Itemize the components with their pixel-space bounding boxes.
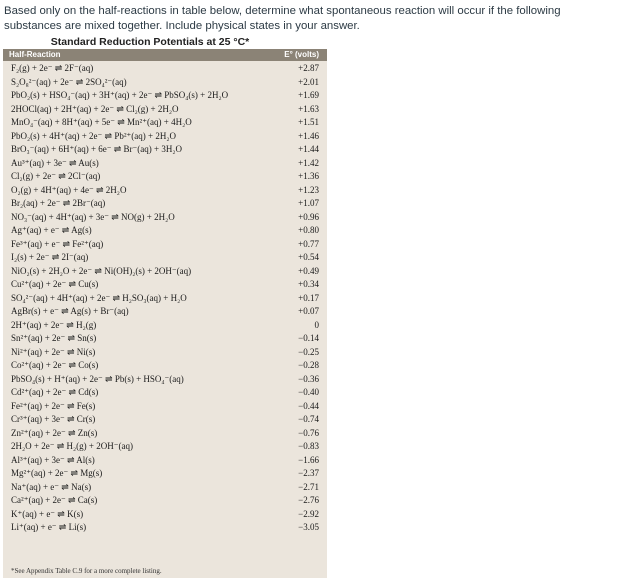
table-row (3, 62, 327, 76)
half-reaction-cell: Ca²⁺(aq) + 2e⁻ ⇌ Ca(s) (11, 495, 98, 505)
table-row (3, 427, 327, 441)
half-reaction-cell: O₂(g) + 4H⁺(aq) + 4e⁻ ⇌ 2H₂O (11, 184, 127, 195)
table-row (3, 278, 327, 292)
table-row (3, 508, 327, 522)
table-row (3, 103, 327, 117)
half-reaction-cell: NiO₂(s) + 2H₂O + 2e⁻ ⇌ Ni(OH)₂(s) + 2OH⁻(aq) (11, 265, 192, 276)
half-reaction-cell: PbO₂(s) + HSO₄⁻(aq) + 3H⁺(aq) + 2e⁻ ⇌ PbSO₄(s) + 2H₂O (11, 90, 229, 100)
half-reaction-cell: Cr³⁺(aq) + 3e⁻ ⇌ Cr(s) (11, 414, 96, 424)
half-reaction-cell: AgBr(s) + e⁻ ⇌ Ag(s) + Br⁻(aq) (11, 306, 129, 316)
table-row (3, 211, 327, 225)
half-reaction-cell: Ag⁺(aq) + e⁻ ⇌ Ag(s) (11, 225, 92, 235)
table-row (3, 130, 327, 144)
table-row (3, 332, 327, 346)
potential-cell: +0.49 (298, 265, 319, 276)
table-row (3, 454, 327, 468)
potential-cell: +1.23 (298, 184, 319, 195)
half-reaction-cell: Mg²⁺(aq) + 2e⁻ ⇌ Mg(s) (11, 468, 103, 478)
potential-cell: −1.66 (298, 454, 319, 465)
half-reaction-cell: I₂(s) + 2e⁻ ⇌ 2I⁻(aq) (11, 252, 89, 262)
header-potential: E° (volts) (284, 50, 319, 59)
potential-cell: +1.69 (298, 90, 319, 100)
potential-cell: −2.76 (298, 495, 319, 505)
potential-cell: +2.01 (298, 76, 319, 87)
half-reaction-cell: BrO₃⁻(aq) + 6H⁺(aq) + 6e⁻ ⇌ Br⁻(aq) + 3H₂O (11, 144, 183, 154)
potential-cell: +0.80 (298, 225, 319, 235)
question-text: Based only on the half-reactions in table below, determine what spontaneous reaction will occur if the following substances are mixed together. Include physical states in your answer. (4, 5, 561, 32)
half-reaction-cell: K⁺(aq) + e⁻ ⇌ K(s) (11, 508, 84, 519)
half-reaction-cell: S₂O₈²⁻(aq) + 2e⁻ ⇌ 2SO₄²⁻(aq) (11, 76, 127, 87)
potential-cell: −2.71 (298, 481, 319, 492)
table-row (3, 521, 327, 535)
table-row (3, 197, 327, 211)
table-row (3, 143, 327, 157)
table-row (3, 481, 327, 495)
potential-cell: −0.76 (298, 427, 319, 438)
table-row (3, 400, 327, 414)
potential-cell: +0.77 (298, 238, 319, 249)
table-header (3, 49, 327, 61)
table-row (3, 440, 327, 454)
potential-cell: +1.42 (298, 157, 319, 168)
table-row (3, 76, 327, 90)
potential-cell: −0.25 (298, 346, 319, 357)
table-row (3, 184, 327, 198)
half-reaction-cell: Co²⁺(aq) + 2e⁻ ⇌ Co(s) (11, 360, 99, 370)
half-reaction-cell: PbO₂(s) + 4H⁺(aq) + 2e⁻ ⇌ Pb²⁺(aq) + 2H₂O (11, 130, 176, 141)
table-row (3, 89, 327, 103)
potential-cell: +0.17 (298, 292, 319, 303)
table-row (3, 238, 327, 252)
half-reaction-cell: F₂(g) + 2e⁻ ⇌ 2F⁻(aq) (11, 63, 94, 73)
potential-cell: +2.87 (298, 63, 319, 73)
potential-cell: +1.44 (298, 144, 319, 154)
half-reaction-cell: Au³⁺(aq) + 3e⁻ ⇌ Au(s) (11, 157, 99, 168)
half-reaction-cell: Fe²⁺(aq) + 2e⁻ ⇌ Fe(s) (11, 400, 96, 411)
half-reaction-cell: PbSO₄(s) + H⁺(aq) + 2e⁻ ⇌ Pb(s) + HSO₄⁻(aq) (11, 373, 184, 384)
table-row (3, 251, 327, 265)
reduction-potential-table (3, 49, 327, 578)
table-row (3, 292, 327, 306)
potential-cell: +0.54 (298, 252, 319, 262)
half-reaction-cell: Ni²⁺(aq) + 2e⁻ ⇌ Ni(s) (11, 346, 96, 357)
potential-cell: −2.92 (298, 508, 319, 519)
half-reaction-cell: Br₂(aq) + 2e⁻ ⇌ 2Br⁻(aq) (11, 198, 106, 208)
half-reaction-cell: 2H⁺(aq) + 2e⁻ ⇌ H₂(g) (11, 319, 97, 330)
potential-cell: −0.14 (298, 333, 319, 343)
potential-cell: +1.51 (298, 117, 319, 127)
table-row (3, 346, 327, 360)
half-reaction-cell: Cl₂(g) + 2e⁻ ⇌ 2Cl⁻(aq) (11, 171, 101, 181)
table-row (3, 494, 327, 508)
table-row (3, 413, 327, 427)
half-reaction-cell: Al³⁺(aq) + 3e⁻ ⇌ Al(s) (11, 454, 95, 465)
table-row (3, 157, 327, 171)
table-footnote: *See Appendix Table C.9 for a more complete listing. (11, 567, 162, 575)
half-reaction-cell: NO₃⁻(aq) + 4H⁺(aq) + 3e⁻ ⇌ NO(g) + 2H₂O (11, 211, 175, 222)
half-reaction-cell: 2H₂O + 2e⁻ ⇌ H₂(g) + 2OH⁻(aq) (11, 441, 133, 451)
half-reaction-cell: 2HOCl(aq) + 2H⁺(aq) + 2e⁻ ⇌ Cl₂(g) + 2H₂O (11, 103, 179, 114)
table-row (3, 386, 327, 400)
table-row (3, 467, 327, 481)
potential-cell: +1.46 (298, 130, 319, 141)
table-body (3, 62, 327, 535)
table-row (3, 359, 327, 373)
half-reaction-cell: SO₄²⁻(aq) + 4H⁺(aq) + 2e⁻ ⇌ H₂SO₃(aq) + H₂O (11, 292, 187, 303)
potential-cell: −0.74 (298, 414, 319, 424)
table-title: Standard Reduction Potentials at 25 °C* (50, 36, 250, 48)
table-row (3, 319, 327, 333)
potential-cell: −3.05 (298, 522, 319, 532)
half-reaction-cell: Na⁺(aq) + e⁻ ⇌ Na(s) (11, 481, 92, 492)
half-reaction-cell: Sn²⁺(aq) + 2e⁻ ⇌ Sn(s) (11, 333, 97, 343)
half-reaction-cell: Cd²⁺(aq) + 2e⁻ ⇌ Cd(s) (11, 387, 99, 397)
half-reaction-cell: Cu²⁺(aq) + 2e⁻ ⇌ Cu(s) (11, 279, 99, 289)
potential-cell: −0.83 (298, 441, 319, 451)
table-row (3, 224, 327, 238)
potential-cell: +0.34 (298, 279, 319, 289)
potential-cell: +1.07 (298, 198, 319, 208)
potential-cell: −0.28 (298, 360, 319, 370)
half-reaction-cell: Zn²⁺(aq) + 2e⁻ ⇌ Zn(s) (11, 427, 98, 438)
potential-cell: 0 (314, 319, 319, 330)
potential-cell: +1.36 (298, 171, 319, 181)
potential-cell: +0.96 (298, 211, 319, 222)
half-reaction-cell: MnO₄⁻(aq) + 8H⁺(aq) + 5e⁻ ⇌ Mn²⁺(aq) + 4H₂O (11, 117, 192, 127)
potential-cell: −0.40 (298, 387, 319, 397)
table-row (3, 373, 327, 387)
potential-cell: −2.37 (298, 468, 319, 478)
table-row (3, 265, 327, 279)
header-half-reaction: Half-Reaction (9, 50, 61, 59)
potential-cell: +1.63 (298, 103, 319, 114)
table-row (3, 170, 327, 184)
potential-cell: −0.44 (298, 400, 319, 411)
half-reaction-cell: Fe³⁺(aq) + e⁻ ⇌ Fe²⁺(aq) (11, 238, 104, 249)
half-reaction-cell: Li⁺(aq) + e⁻ ⇌ Li(s) (11, 522, 87, 532)
table-row (3, 305, 327, 319)
table-row (3, 116, 327, 130)
potential-cell: +0.07 (298, 306, 319, 316)
potential-cell: −0.36 (298, 373, 319, 384)
